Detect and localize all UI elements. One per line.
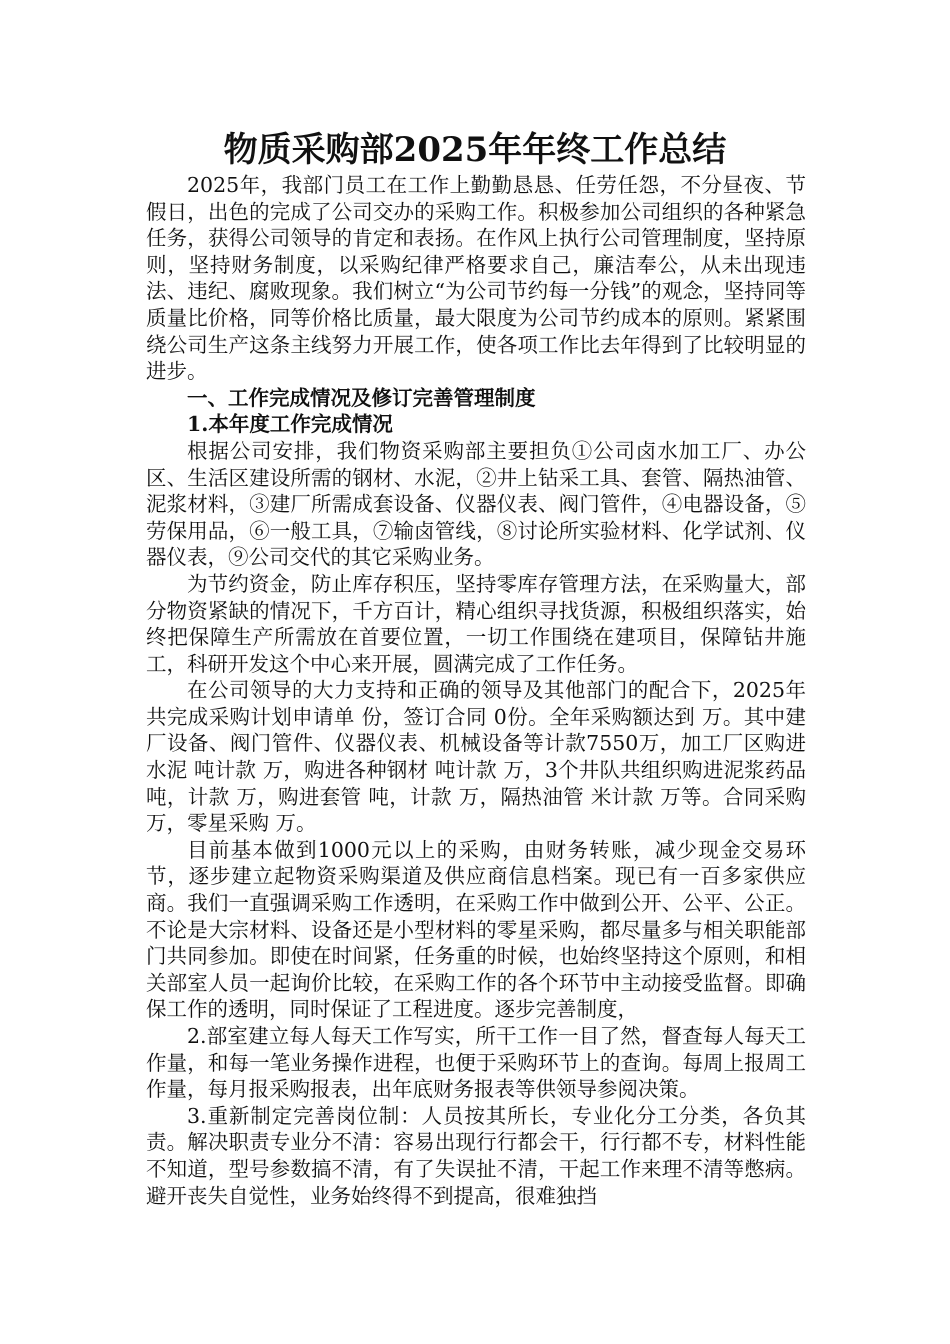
document-body — [146, 172, 806, 1209]
document-title: 物质采购部2025年年终工作总结 — [223, 130, 727, 170]
section-heading-1: 一、工作完成情况及修订完善管理制度 — [187, 385, 536, 410]
paragraph-daily-records: 2.部室建立每人每天工作写实，所干工作一目了然，督查每人每天工作量，和每一笔业务操作进程，也便于采购环节上的查询。每周上报周工作量，每月报采购报表，出年底财务报表等供领导参阅决策。 — [146, 1024, 806, 1102]
paragraph-responsibilities: 根据公司安排，我们物资采购部主要担负①公司卤水加工厂、办公区、生活区建设所需的钢材、水泥，②井上钻采工具、套管、隔热油管、泥浆材料，③建厂所需成套设备、仪器仪表、阀门管件，④电器设备，⑤劳保用品，⑥一般工具，⑦输卤管线，⑧讨论所实验材料、化学试剂、仪器仪表，⑨公司交代的其它采购业务。 — [146, 438, 806, 570]
paragraph-intro: 2025年，我部门员工在工作上勤勤恳恳、任劳任怨，不分昼夜、节假日，出色的完成了公司交办的采购工作。积极参加公司组织的各种紧急任务，获得公司领导的肯定和表扬。在作风上执行公司管理制度，坚持原则，坚持财务制度，以采购纪律严格要求自己，廉洁奉公，从未出现违法、违纪、腐败现象。我们树立“为公司节约每一分钱”的观念，坚持同等质量比价格，同等价格比质量，最大限度为公司节约成本的原则。紧紧围绕公司生产这条主线努力开展工作，使各项工作比去年得到了比较明显的进步。 — [146, 173, 806, 384]
paragraph-post-system: 3.重新制定完善岗位制：人员按其所长，专业化分工分类，各负其责。解决职责专业分不清：容易出现行行都会干，行行都不专，材料性能不知道，型号参数搞不清，有了失误扯不清，干起工作来理不清等憋病。避开丧失自觉性，业务始终得不到提高，很难独挡 — [146, 1103, 806, 1208]
paragraph-transparency: 目前基本做到1000元以上的采购，由财务转账，减少现金交易环节，逐步建立起物资采购渠道及供应商信息档案。现已有一百多家供应商。我们一直强调采购工作透明，在采购工作中做到公开、公平、公正。不论是大宗材料、设备还是小型材料的零星采购，都尽量多与相关职能部门共同参加。即使在时间紧，任务重的时候，也始终坚持这个原则，和相关部室人员一起询价比较，在采购工作的各个环节中主动接受监督。即确保工作的透明，同时保证了工程进度。逐步完善制度， — [146, 837, 806, 1022]
paragraph-inventory: 为节约资金，防止库存积压，坚持零库存管理方法，在采购量大，部分物资紧缺的情况下，千方百计，精心组织寻找货源，积极组织落实，始终把保障生产所需放在首要位置，一切工作围绕在建项目，保障钻井施工，科研开发这个中心来开展，圆满完成了工作任务。 — [146, 571, 806, 676]
subsection-heading-1: 1.本年度工作完成情况 — [187, 412, 393, 437]
paragraph-procurement-stats: 在公司领导的大力支持和正确的领导及其他部门的配合下，2025年共完成采购计划申请单 份，签订合同 0份。全年采购额达到 万。其中建厂设备、阀门管件、仪器仪表、机械设备等计款7550万，加工厂区购进水泥 吨计款 万，购进各种钢材 吨计款 万，3个井队共组织购进泥浆药品 吨，计款 万，购进套管 吨，计款 万，隔热油管 米计款 万等。合同采购 万，零星采购 万。 — [146, 678, 806, 836]
